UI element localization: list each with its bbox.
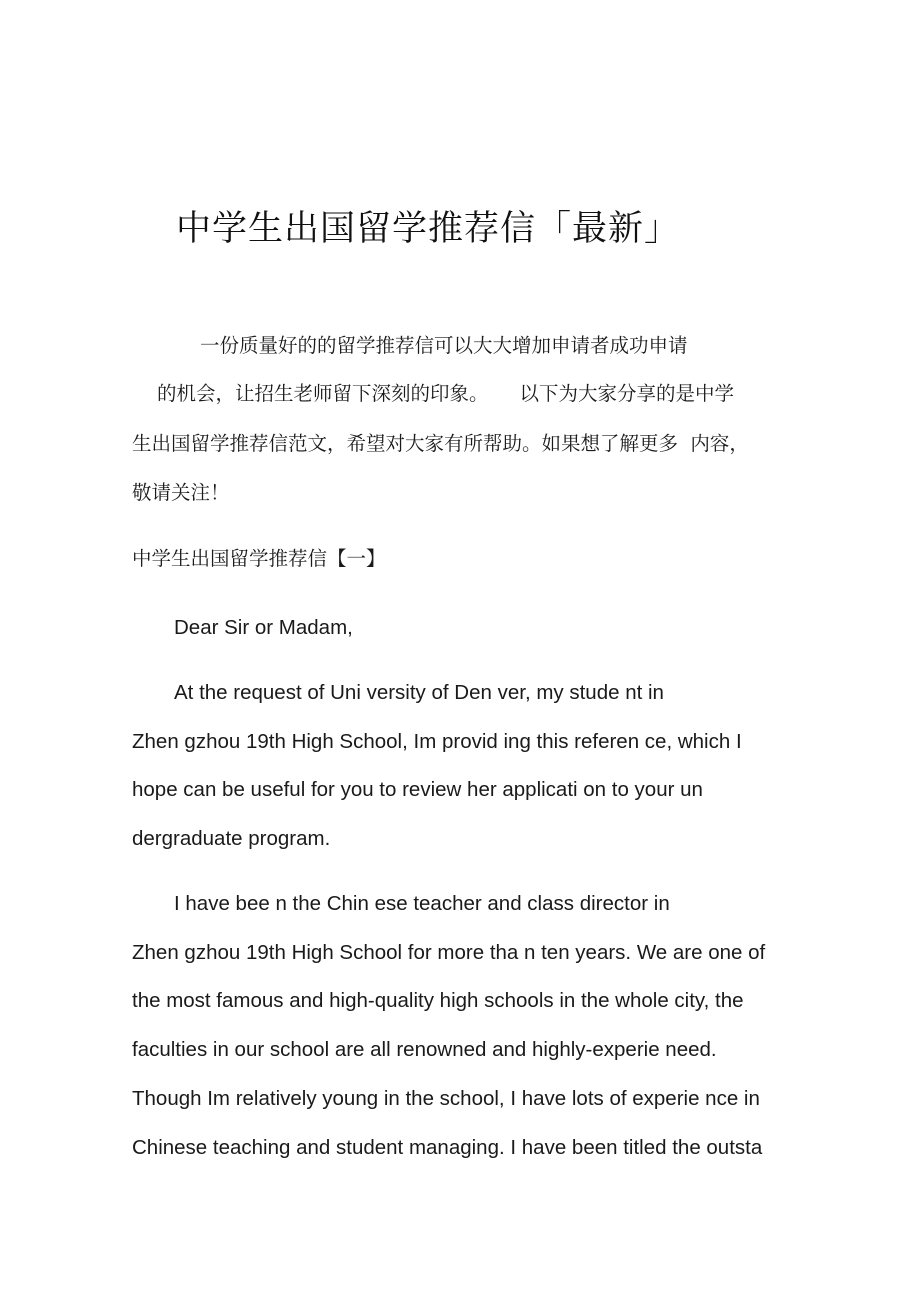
paragraph-line: Zhen gzhou 19th High School for more tha n ten years. We are one of (132, 941, 766, 964)
paragraph-line: At the request of Uni versity of Den ver, my stude nt in (174, 681, 664, 704)
paragraph-line: hope can be useful for you to review her applicati on to your un (132, 778, 703, 801)
section-heading: 中学生出国留学推荐信【一】 (132, 547, 386, 570)
paragraph-line: dergraduate program. (132, 827, 331, 850)
paragraph-line: Zhen gzhou 19th High School, Im provid ing this referen ce, which I (132, 730, 742, 753)
paragraph-line: Chinese teaching and student managing. I have been titled the outsta (132, 1136, 763, 1159)
intro-line: 的机会，让招生老师留下深刻的印象。 以下为大家分享的是中学 (157, 382, 734, 405)
paragraph-line: I have bee n the Chin ese teacher and class director in (174, 892, 670, 915)
paragraph-line: faculties in our school are all renowned and highly-experie need. (132, 1038, 717, 1061)
intro-line: 一份质量好的的留学推荐信可以大大增加申请者成功申请 (200, 334, 688, 357)
intro-line: 生出国留学推荐信范文，希望对大家有所帮助。如果想了解更多 内容， (132, 432, 749, 455)
paragraph-line: the most famous and high-quality high schools in the whole city, the (132, 989, 744, 1012)
paragraph-line: Though Im relatively young in the school, I have lots of experie nce in (132, 1087, 760, 1110)
intro-line: 敬请关注！ (132, 481, 230, 504)
page-title: 中学生出国留学推荐信「最新」 (176, 209, 681, 249)
salutation: Dear Sir or Madam, (174, 616, 353, 639)
